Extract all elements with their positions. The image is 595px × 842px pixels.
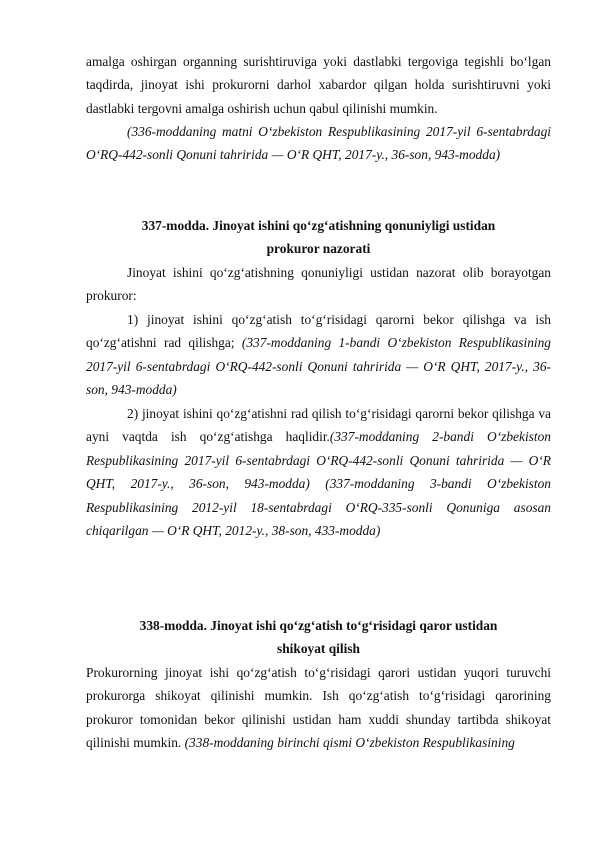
article-337-intro: Jinoyat ishini qo‘zg‘atishning qonuniyligi ustidan nazorat olib borayotgan prokuror:	[86, 265, 551, 304]
article-337-item-2-note: (337-moddaning 2-bandi O‘zbekiston Respublikasining 2017-yil 6-sentabrdagi O‘RQ-442-sonli Qonuni tahririda — O‘R QHT, 2017-y., 36-son, 943-modda) (337-moddaning 3-bandi O‘zbekiston Respublikasining 2012-yil 18-sentabrdagi O‘RQ-335-sonli Qonuniga asosan chiqarilgan — O‘R QHT, 2012-y., 38-son, 433-modda)	[86, 429, 551, 539]
article-337-item-1-note: (337-moddaning 1-bandi O‘zbekiston Respublikasining 2017-yil 6-sentabrdagi O‘RQ-442-sonli Qonuni tahririda — O‘R QHT, 2017-y., 36-son, 943-modda)	[86, 335, 551, 398]
article-337-heading-line1: 337-modda. Jinoyat ishini qo‘zg‘atishning qonuniyligi ustidan	[141, 218, 496, 233]
article-337-item-2-text: 2) jinoyat ishini qo‘zg‘atishni rad qilish to‘g‘risidagi qarorni bekor qilishga va ayni vaqtda ish qo‘zg‘atishga haqlidir.	[86, 406, 551, 445]
article-337-heading-line2: prokuror nazorati	[266, 241, 371, 257]
amendment-note: (336-moddaning matni O‘zbekiston Respublikasining 2017-yil 6-sentabrdagi O‘RQ-442-sonli Qonuni tahririda — O‘R QHT, 2017-y., 36-son, 943-modda)	[86, 124, 551, 163]
article-338-heading-line1: 338-modda. Jinoyat ishi qo‘zg‘atish to‘g‘risidagi qaror ustidan	[139, 618, 498, 633]
article-337-item-1-text: 1) jinoyat ishini qo‘zg‘atish to‘g‘risidagi qarorni bekor qilishga va ish qo‘zg‘atishni rad qilishga;	[86, 312, 551, 351]
article-338-text: Prokurorning jinoyat ishi qo‘zg‘atish to‘g‘risidagi qarori ustidan yuqori turuvchi prokurorga shikoyat qilinishi mumkin. Ish qo‘zg‘atish to‘g‘risidagi qarorining prokuror tomonidan bekor qilinishi ustidan ham xuddi shunday tartibda shikoyat qilinishi mumkin.	[86, 665, 551, 751]
article-338-heading-line2: shikoyat qilish	[277, 641, 360, 657]
article-338-heading	[86, 614, 551, 661]
article-338-paragraph	[86, 661, 551, 755]
article-338-note: (338-moddaning birinchi qismi O‘zbekiston Respublikasining	[184, 735, 515, 751]
article-337-item-2	[86, 402, 551, 542]
article-337-heading	[86, 214, 551, 261]
article-337-item-1	[86, 308, 551, 402]
paragraph-continuation: amalga oshirgan organning surishtiruviga yoki dastlabki tergoviga tegishli bo‘lgan taqdirda, jinoyat ishi prokurorni darhol xabardor qilgan holda surishtiruvni yoki dastlabki tergovni amalga oshirish uchun qabul qilinishi mumkin.	[86, 54, 551, 116]
